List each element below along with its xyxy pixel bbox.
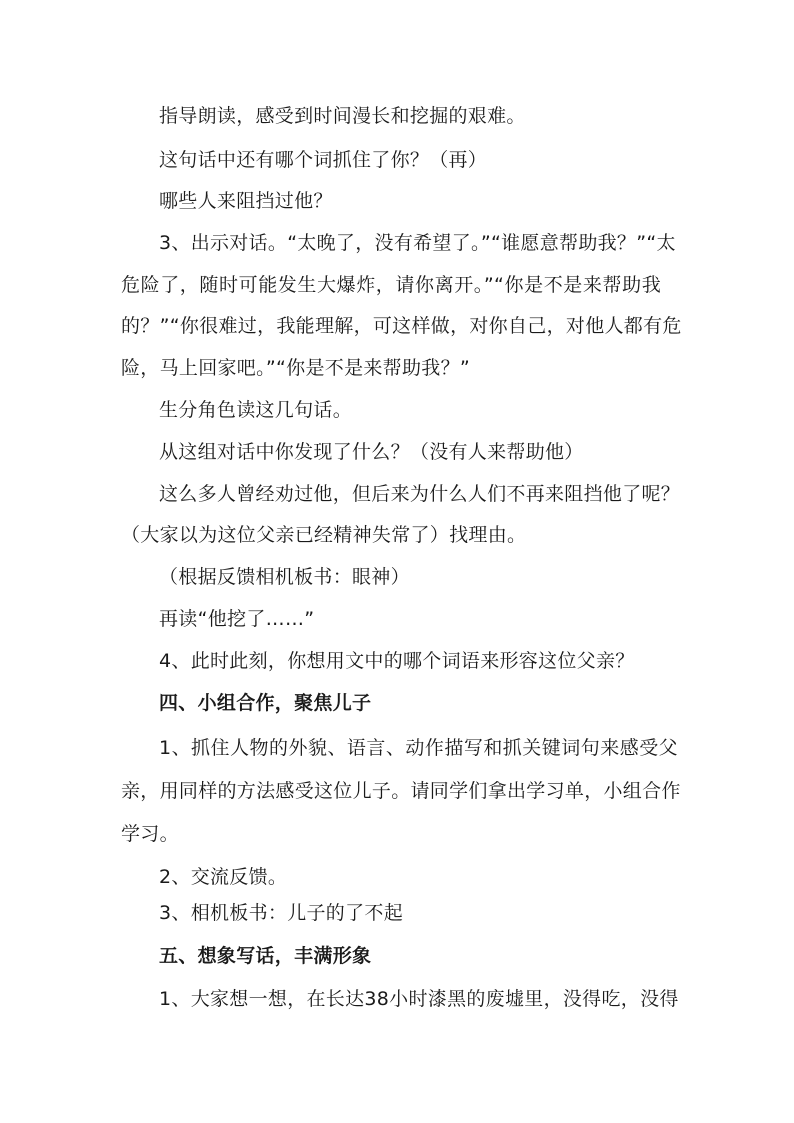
paragraph-line: 再读“他挖了……” xyxy=(159,608,315,630)
paragraph-line: 从这组对话中你发现了什么？（没有人来帮助他） xyxy=(159,441,584,463)
section-heading: 四、小组合作，聚焦儿子 xyxy=(159,692,372,714)
paragraph-line: 亲，用同样的方法感受这位儿子。请同学们拿出学习单，小组合作 xyxy=(121,780,681,802)
paragraph-line: 危险了，随时可能发生大爆炸，请你离开。”“你是不是来帮助我 xyxy=(121,274,661,296)
paragraph-line: 学习。 xyxy=(121,823,179,845)
paragraph-line: （根据反馈相机板书：眼神） xyxy=(159,566,410,588)
paragraph-line: 4、此时此刻，你想用文中的哪个词语来形容这位父亲？ xyxy=(159,650,635,672)
paragraph-line: 2、交流反馈。 xyxy=(159,866,288,888)
paragraph-line: 3、出示对话。“太晚了，没有希望了。”“谁愿意帮助我？”“太 xyxy=(159,232,676,254)
paragraph-line: （大家以为这位父亲已经精神失常了）找理由。 xyxy=(121,524,527,546)
paragraph-line: 这么多人曾经劝过他，但后来为什么人们不再来阻挡他了呢？ xyxy=(159,483,681,505)
paragraph-line: 1、抓住人物的外貌、语言、动作描写和抓关键词句来感受父 xyxy=(159,737,678,759)
paragraph-line: 这句话中还有哪个词抓住了你？（再） xyxy=(159,149,488,171)
paragraph-line: 险，马上回家吧。”“你是不是来帮助我？” xyxy=(121,357,471,379)
paragraph-line: 哪些人来阻挡过他？ xyxy=(159,190,333,212)
paragraph-line: 3、相机板书：儿子的了不起 xyxy=(159,902,403,924)
paragraph-line: 生分角色读这几句话。 xyxy=(159,399,353,421)
paragraph-line: 1、大家想一想，在长达38小时漆黑的废墟里，没得吃，没得 xyxy=(159,988,679,1010)
paragraph-line: 指导朗读，感受到时间漫长和挖掘的艰难。 xyxy=(159,105,526,127)
paragraph-line: 的？”“你很难过，我能理解，可这样做，对你自己，对他人都有危 xyxy=(121,315,682,337)
section-heading: 五、想象写话，丰满形象 xyxy=(159,945,372,967)
